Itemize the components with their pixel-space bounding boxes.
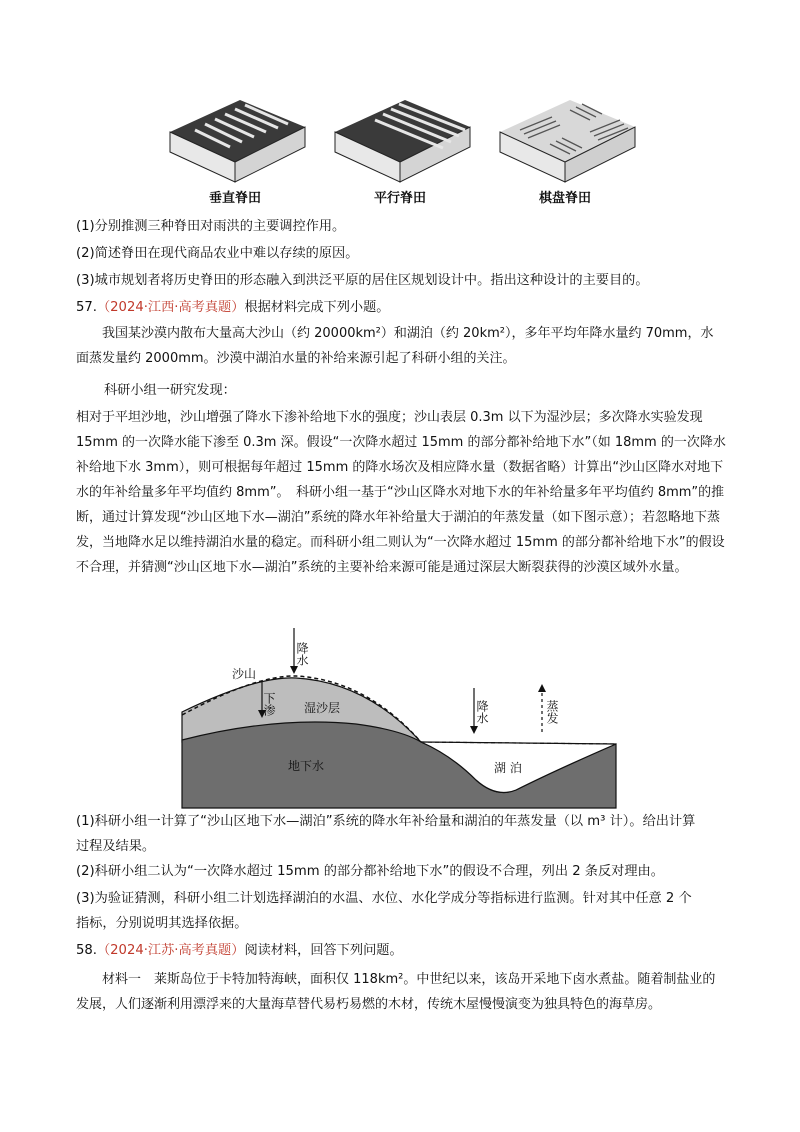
checkerboard-ridge-field-image	[490, 92, 640, 187]
evaporation-arrow-icon	[538, 684, 546, 692]
q56-item-2: (2)简述脊田在现代商品农业中难以存续的原因。	[76, 246, 359, 261]
q57-item-1: (1)科研小组一计算了“沙山区地下水—湖泊”系统的降水年补给量和湖泊的年蒸发量（以 m³ 计）。给出计算	[76, 814, 696, 829]
label-infiltration: 下渗	[262, 692, 276, 716]
label-lake: 湖 泊	[494, 761, 522, 775]
q58-stem: 阅读材料，回答下列问题。	[244, 943, 403, 958]
caption-parallel: 平行脊田	[373, 191, 426, 206]
q57-item-1-cont: 过程及结果。	[76, 839, 156, 854]
caption-checkerboard: 棋盘脊田	[538, 191, 591, 206]
label-wet-sand: 湿沙层	[304, 701, 341, 715]
q57-paragraph-1: 我国某沙漠内散布大量高大沙山（约 20000km²）和湖泊（约 20km²），多年平均年降水量约 70mm，水面蒸发量约 2000mm。沙漠中湖泊水量的补给来源引起了科研小组的关注。	[76, 326, 714, 366]
q58-header	[76, 941, 403, 961]
q57-source: （2024·江西·高考真题）	[96, 300, 245, 315]
ridge-field-figure	[160, 92, 640, 212]
q57-item-3: (3)为验证猜测，科研小组二计划选择湖泊的水温、水位、水化学成分等指标进行监测。针对其中任意 2 个	[76, 891, 692, 906]
caption-vertical: 垂直脊田	[208, 191, 261, 206]
q57-paragraph-2-title: 科研小组一研究发现：	[104, 383, 236, 398]
sand-mountain-lake-diagram	[176, 620, 626, 810]
q56-item-1: (1)分别推测三种脊田对雨洪的主要调控作用。	[76, 219, 346, 234]
vertical-ridge-field-image	[160, 92, 310, 187]
q58-source: （2024·江苏·高考真题）	[96, 943, 245, 958]
q57-stem: 根据材料完成下列小题。	[244, 300, 390, 315]
lake-rain-arrow-icon	[470, 726, 478, 734]
q58-number: 58.	[76, 943, 97, 958]
q56-item-3: (3)城市规划者将历史脊田的形态融入到洪泛平原的居住区规划设计中。指出这种设计的主要目的。	[76, 273, 649, 288]
rain-arrow-icon	[290, 666, 298, 674]
label-groundwater: 地下水	[288, 759, 325, 773]
q57-number: 57.	[76, 300, 97, 315]
label-sand-mountain: 沙山	[232, 667, 257, 681]
parallel-ridge-field-image	[325, 92, 475, 187]
q58-paragraph-1: 材料一 莱斯岛位于卡特加特海峡，面积仅 118km²。中世纪以来，该岛开采地下卤水煮盐。随着制盐业的发展，人们逐渐利用漂浮来的大量海草替代易朽易燃的木材，传统木屋慢慢演变为独具特色的海草房。	[76, 972, 716, 1012]
label-evaporation: 蒸发	[545, 700, 559, 724]
label-rain-top: 降水	[295, 642, 309, 666]
label-rain-lake: 降水	[475, 700, 489, 724]
q57-paragraph-3: 相对于平坦沙地，沙山增强了降水下渗补给地下水的强度；沙山表层 0.3m 以下为湿沙层；多次降水实验发现 15mm 的一次降水能下渗至 0.3m 深。假设“一次降水超过 15mm 的部分都补给地下水”（如 18mm 的一次降水补给地下水 3mm），则可根据每年超过 15mm 的降水场次及相应降水量（数据省略）计算出“沙山区降水对地下水的年补给量多年平均值约 8mm”。 科研小组一基于“沙山区降水对地下水的年补给量多年平均值约 8mm”的推断，通过计算发现“沙山区地下水—湖泊”系统的降水年补给量大于湖泊的年蒸发量（如下图示意）；若忽略地下蒸发，当地降水足以维持湖泊水量的稳定。而科研小组二则认为“一次降水超过 15mm 的部分都补给地下水”的假设不合理，并猜测“沙山区地下水—湖泊”系统的主要补给来源可能是通过深层大断裂获得的沙漠区域外水量。	[76, 410, 726, 575]
q57-item-3-cont: 指标，分别说明其选择依据。	[76, 916, 248, 931]
q57-header	[76, 298, 390, 318]
q57-item-2: (2)科研小组二认为“一次降水超过 15mm 的部分都补给地下水”的假设不合理，列出 2 条反对理由。	[76, 864, 664, 879]
